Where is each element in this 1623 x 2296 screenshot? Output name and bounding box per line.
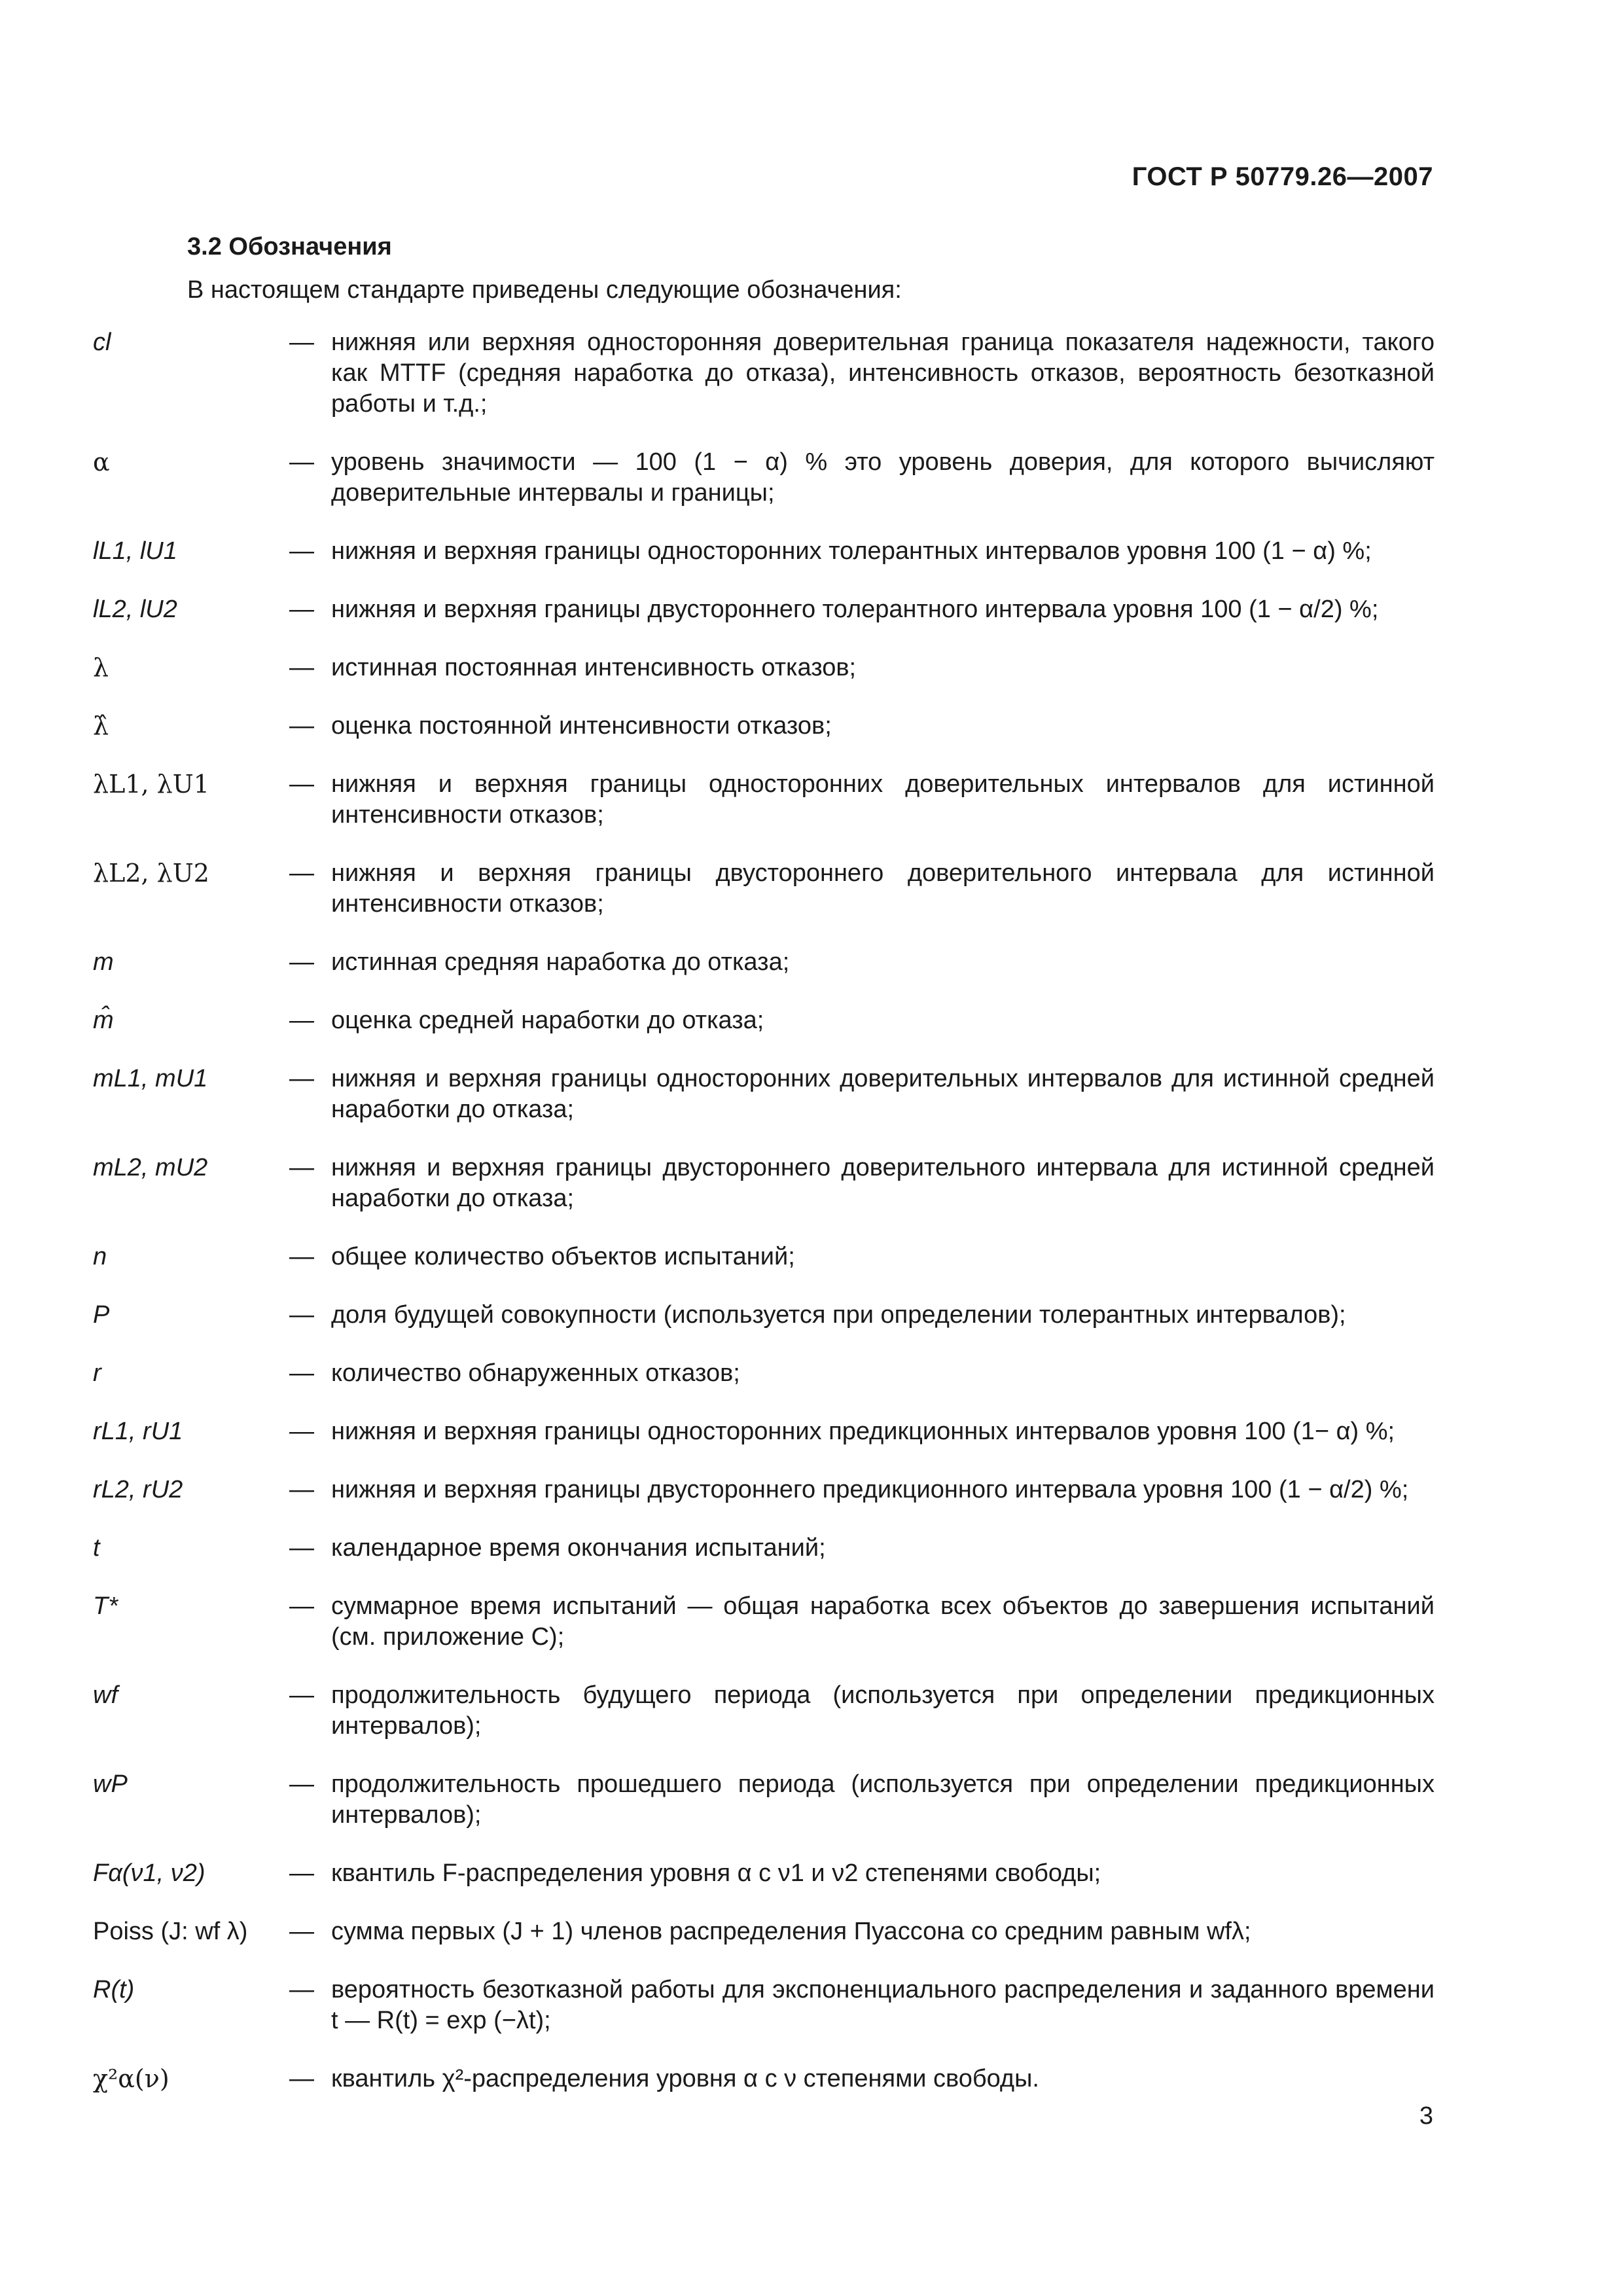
definition-row — [93, 1064, 1435, 1125]
definition-dash: — — [289, 596, 314, 623]
definition-text: истинная постоянная интенсивность отказов; — [331, 654, 857, 681]
definition-symbol: P — [93, 1301, 110, 1329]
definition-symbol: lL2, lU2 — [93, 596, 177, 623]
definition-row — [93, 1591, 1435, 1653]
definition-symbol: R(t) — [93, 1976, 135, 2003]
definition-symbol: rL2, rU2 — [93, 1476, 183, 1503]
definition-row — [93, 1916, 1435, 1947]
definition-dash: — — [289, 1770, 314, 1798]
definition-dash: — — [289, 770, 314, 798]
definition-text: нижняя и верхняя границы односторонних толерантных интервалов уровня 100 (1 − α) %; — [331, 537, 1372, 565]
definition-symbol: λL1, λU1 — [93, 770, 209, 798]
definition-text: продолжительность будущего периода (используется при определении предикционных интервалов); — [331, 1681, 1435, 1740]
definition-dash: — — [289, 1301, 314, 1329]
section-title: 3.2 Обозначения — [187, 233, 392, 260]
definition-text: оценка средней наработки до отказа; — [331, 1007, 764, 1034]
definition-row — [93, 1358, 1435, 1389]
definition-symbol: χ²α(ν) — [93, 2064, 169, 2093]
definition-row — [93, 1975, 1435, 2036]
definition-dash: — — [289, 712, 314, 740]
definition-dash: — — [289, 1418, 314, 1445]
definition-row — [93, 1300, 1435, 1331]
document-id: ГОСТ Р 50779.26—2007 — [1132, 162, 1433, 191]
definition-row — [93, 653, 1435, 683]
definition-text: нижняя и верхняя границы двустороннего предикционного интервала уровня 100 (1 − α/2) %; — [331, 1476, 1409, 1503]
definition-row — [93, 947, 1435, 978]
definition-dash: — — [289, 1918, 314, 1945]
definition-text: суммарное время испытаний — общая наработка всех объектов до завершения испытаний (см. приложение С); — [331, 1592, 1435, 1651]
definition-row — [93, 536, 1435, 567]
definition-row — [93, 594, 1435, 625]
definition-symbol: wP — [93, 1770, 128, 1798]
definition-row — [93, 711, 1435, 742]
definition-symbol: α — [93, 448, 110, 476]
definition-dash: — — [289, 1007, 314, 1034]
definition-text: уровень значимости — 100 (1 − α) % это уровень доверия, для которого вычисляют доверительные интервалы и границы; — [331, 448, 1435, 507]
definition-symbol: λ — [93, 653, 109, 682]
definition-text: доля будущей совокупности (используется при определении толерантных интервалов); — [331, 1301, 1346, 1329]
definition-dash: — — [289, 1976, 314, 2003]
definition-symbol: cl — [93, 329, 111, 356]
definition-text: сумма первых (J + 1) членов распределения Пуассона со средним равным wfλ; — [331, 1918, 1251, 1945]
definition-text: нижняя и верхняя границы односторонних доверительных интервалов для истинной средней наработки до отказа; — [331, 1065, 1435, 1123]
definition-text: истинная средняя наработка до отказа; — [331, 948, 790, 976]
definition-symbol: T* — [93, 1592, 118, 1620]
definition-dash: — — [289, 1681, 314, 1709]
definition-row — [93, 769, 1435, 831]
definition-row — [93, 1242, 1435, 1272]
definition-symbol: λ̂ — [93, 711, 109, 740]
page-number: 3 — [1419, 2102, 1433, 2130]
section-intro: В настоящем стандарте приведены следующие обозначения: — [187, 276, 902, 304]
definition-symbol: mL1, mU1 — [93, 1065, 208, 1092]
definition-symbol: n — [93, 1243, 107, 1270]
definition-dash: — — [289, 2065, 314, 2092]
definition-row — [93, 2064, 1435, 2094]
definition-row — [93, 447, 1435, 509]
definition-dash: — — [289, 1065, 314, 1092]
definition-dash: — — [289, 948, 314, 976]
definition-text: календарное время окончания испытаний; — [331, 1534, 826, 1562]
definition-row — [93, 1533, 1435, 1564]
definition-dash: — — [289, 1154, 314, 1181]
definition-dash: — — [289, 1476, 314, 1503]
definition-text: нижняя или верхняя односторонняя доверительная граница показателя надежности, такого как MTTF (средняя наработка до отказа), интенсивность отказов, вероятность безотказной работы и т.д.; — [331, 329, 1435, 418]
definition-row — [93, 1416, 1435, 1447]
definition-symbol: Poiss (J: wf λ) — [93, 1918, 248, 1945]
definition-text: нижняя и верхняя границы двустороннего доверительного интервала для истинной средней наработки до отказа; — [331, 1154, 1435, 1212]
definition-row — [93, 1858, 1435, 1889]
definition-dash: — — [289, 1592, 314, 1620]
definition-symbol: m̂ — [93, 1007, 114, 1034]
definition-dash: — — [289, 448, 314, 476]
definition-symbol: r — [93, 1359, 101, 1387]
definition-dash: — — [289, 329, 314, 356]
definition-row — [93, 1005, 1435, 1036]
definition-dash: — — [289, 1359, 314, 1387]
definition-text: нижняя и верхняя границы двустороннего толерантного интервала уровня 100 (1 − α/2) %; — [331, 596, 1379, 623]
definition-text: количество обнаруженных отказов; — [331, 1359, 740, 1387]
definition-text: общее количество объектов испытаний; — [331, 1243, 795, 1270]
definition-dash: — — [289, 537, 314, 565]
definition-dash: — — [289, 654, 314, 681]
definition-row — [93, 327, 1435, 420]
definition-symbol: rL1, rU1 — [93, 1418, 183, 1445]
definition-row — [93, 1475, 1435, 1505]
definition-text: нижняя и верхняя границы односторонних доверительных интервалов для истинной интенсивности отказов; — [331, 770, 1435, 829]
definition-symbol: t — [93, 1534, 100, 1562]
definition-row — [93, 1153, 1435, 1214]
definitions-list — [93, 327, 1435, 2122]
definition-dash: — — [289, 859, 314, 887]
definition-symbol: mL2, mU2 — [93, 1154, 208, 1181]
definition-symbol: Fα(ν1, ν2) — [93, 1859, 205, 1887]
definition-dash: — — [289, 1243, 314, 1270]
definition-text: нижняя и верхняя границы двустороннего доверительного интервала для истинной интенсивности отказов; — [331, 859, 1435, 918]
definition-symbol: lL1, lU1 — [93, 537, 177, 565]
definition-row — [93, 1769, 1435, 1831]
definition-row — [93, 1680, 1435, 1742]
definition-text: вероятность безотказной работы для экспоненциального распределения и заданного времени t — R(t) = exp (−λt); — [331, 1976, 1435, 2034]
definition-text: квантиль χ²-распределения уровня α с ν степенями свободы. — [331, 2065, 1039, 2092]
definition-row — [93, 858, 1435, 920]
definition-text: оценка постоянной интенсивности отказов; — [331, 712, 832, 740]
definition-text: нижняя и верхняя границы односторонних предикционных интервалов уровня 100 (1− α) %; — [331, 1418, 1395, 1445]
definition-symbol: m — [93, 948, 114, 976]
definition-symbol: wf — [93, 1681, 118, 1709]
definition-dash: — — [289, 1859, 314, 1887]
definition-text: продолжительность прошедшего периода (используется при определении предикционных интервалов); — [331, 1770, 1435, 1829]
definition-symbol: λL2, λU2 — [93, 859, 209, 888]
definition-text: квантиль F-распределения уровня α с ν1 и ν2 степенями свободы; — [331, 1859, 1101, 1887]
definition-dash: — — [289, 1534, 314, 1562]
